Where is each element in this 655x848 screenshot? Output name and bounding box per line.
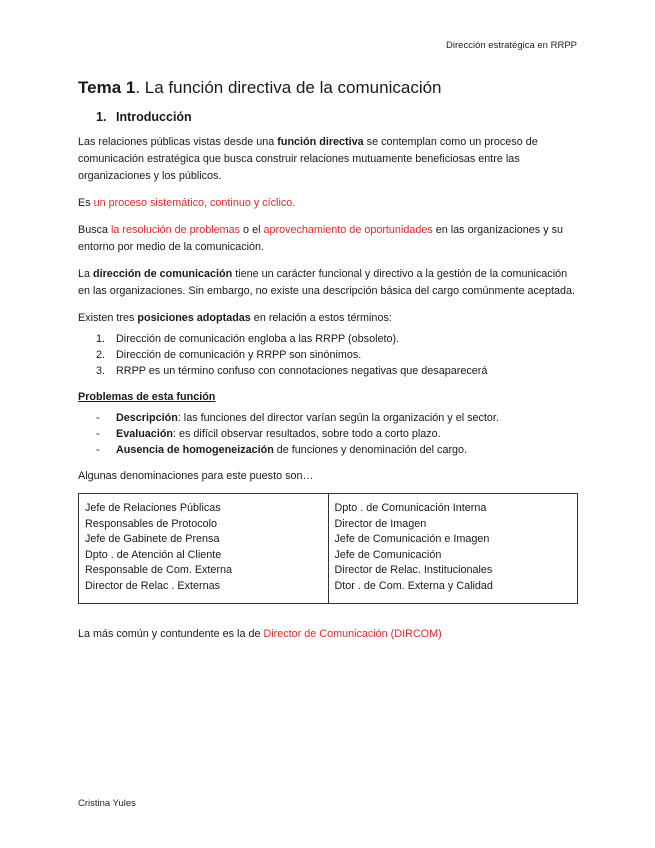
page-header: Dirección estratégica en RRPP bbox=[446, 40, 577, 51]
conclusion-highlight: Director de Comunicación (DIRCOM) bbox=[263, 628, 442, 640]
paragraph-1 bbox=[78, 134, 578, 185]
section-heading bbox=[96, 110, 578, 124]
dash-bullet: - bbox=[96, 444, 100, 456]
conclusion-text: La más común y contundente es la de bbox=[78, 628, 264, 640]
p4-bold: dirección de comunicación bbox=[93, 268, 233, 280]
denomination: Dpto . de Atención al Cliente bbox=[85, 548, 222, 561]
problem-term: Descripción bbox=[116, 412, 178, 424]
denomination: Jefe de Comunicación e Imagen bbox=[334, 533, 490, 545]
list-number: 3. bbox=[96, 365, 106, 377]
p5-text-a: Existen tres bbox=[78, 312, 138, 324]
dash-bullet: - bbox=[96, 412, 100, 424]
list-number: 1. bbox=[96, 333, 106, 345]
p3-highlight-2: aprovechamiento de oportunidades bbox=[263, 224, 433, 236]
denomination: Jefe de Relaciones Públicas bbox=[85, 502, 221, 514]
list-text: RRPP es un término confuso con connotaciones negativas que desaparecerá bbox=[116, 365, 488, 377]
dash-bullet: - bbox=[96, 428, 100, 440]
table-row bbox=[79, 494, 578, 604]
table-cell-right bbox=[328, 494, 578, 604]
denomination: Jefe de Comunicación bbox=[334, 548, 442, 561]
p3-text-a: Busca bbox=[78, 224, 112, 236]
conclusion bbox=[78, 626, 578, 643]
problem-text: de funciones y denominación del cargo. bbox=[273, 444, 468, 456]
p1-bold: función directiva bbox=[277, 136, 364, 148]
list-item bbox=[78, 442, 578, 458]
list-item bbox=[78, 331, 578, 347]
problem-text: : es difícil observar resultados, sobre todo a corto plazo. bbox=[173, 428, 441, 440]
paragraph-4 bbox=[78, 266, 578, 300]
title-rest: . La función directiva de la comunicación bbox=[135, 78, 442, 97]
problem-text: : las funciones del director varían según la organización y el sector. bbox=[177, 412, 499, 424]
list-text: Dirección de comunicación y RRPP son sinónimos. bbox=[116, 349, 362, 361]
list-item bbox=[78, 410, 578, 426]
section-title: Introducción bbox=[116, 110, 192, 124]
page-title bbox=[78, 78, 578, 98]
denomination: Dpto . de Comunicación Interna bbox=[334, 502, 487, 514]
problem-term: Evaluación bbox=[116, 428, 174, 440]
p4-text-c: tiene un carácter funcional y directivo a la gestión de la comunicación en las organizaciones. Sin embargo, no existe una descripción básica del cargo comúnmente aceptada. bbox=[78, 268, 575, 297]
document-body bbox=[78, 78, 578, 643]
denomination: Dtor . de Com. Externa y Calidad bbox=[334, 579, 493, 592]
paragraph-2 bbox=[78, 195, 578, 212]
denomination: Director de Relac. Institucionales bbox=[334, 564, 493, 576]
problems-heading-paragraph bbox=[78, 389, 578, 406]
list-text: Dirección de comunicación engloba a las RRPP (obsoleto). bbox=[116, 333, 400, 345]
denomination: Responsables de Protocolo bbox=[85, 517, 218, 530]
problems-heading: Problemas de esta función bbox=[78, 391, 216, 403]
problems-list bbox=[78, 410, 578, 458]
problem-term: Ausencia de homogeneización bbox=[116, 444, 274, 456]
paragraph-3 bbox=[78, 222, 578, 256]
denominations-table bbox=[78, 493, 578, 604]
positions-list bbox=[78, 331, 578, 379]
denomination: Jefe de Gabinete de Prensa bbox=[85, 533, 220, 545]
denominations-intro: Algunas denominaciones para este puesto son… bbox=[78, 470, 314, 482]
list-item bbox=[78, 347, 578, 363]
table-cell-left bbox=[79, 494, 329, 604]
page-footer: Cristina Yules bbox=[78, 798, 136, 809]
p3-text-e: en las organizaciones y su entorno por medio de la comunicación. bbox=[78, 224, 564, 253]
p1-text-c: se contemplan como un proceso de comunicación estratégica que busca construir relaciones mutuamente beneficiosas entre las organizaciones y los públicos. bbox=[78, 136, 538, 182]
p5-text-c: en relación a estos términos: bbox=[250, 312, 392, 324]
p1-text-a: Las relaciones públicas vistas desde una bbox=[78, 136, 278, 148]
p4-text-a: La bbox=[78, 268, 94, 280]
denomination: Director de Imagen bbox=[334, 517, 427, 530]
list-number: 2. bbox=[96, 349, 106, 361]
list-item bbox=[78, 426, 578, 442]
p2-text-a: Es bbox=[78, 197, 94, 209]
p2-highlight: un proceso sistemático, continuo y cíclico. bbox=[93, 197, 296, 209]
list-item bbox=[78, 363, 578, 379]
denomination: Responsable de Com. Externa bbox=[85, 564, 233, 576]
denomination: Director de Relac . Externas bbox=[85, 579, 221, 592]
p3-highlight-1: la resolución de problemas bbox=[111, 224, 241, 236]
section-number: 1. bbox=[96, 110, 107, 124]
paragraph-5 bbox=[78, 310, 578, 327]
p5-bold: posiciones adoptadas bbox=[137, 312, 251, 324]
p3-text-c: o el bbox=[240, 224, 264, 236]
title-bold: Tema 1 bbox=[78, 78, 136, 97]
